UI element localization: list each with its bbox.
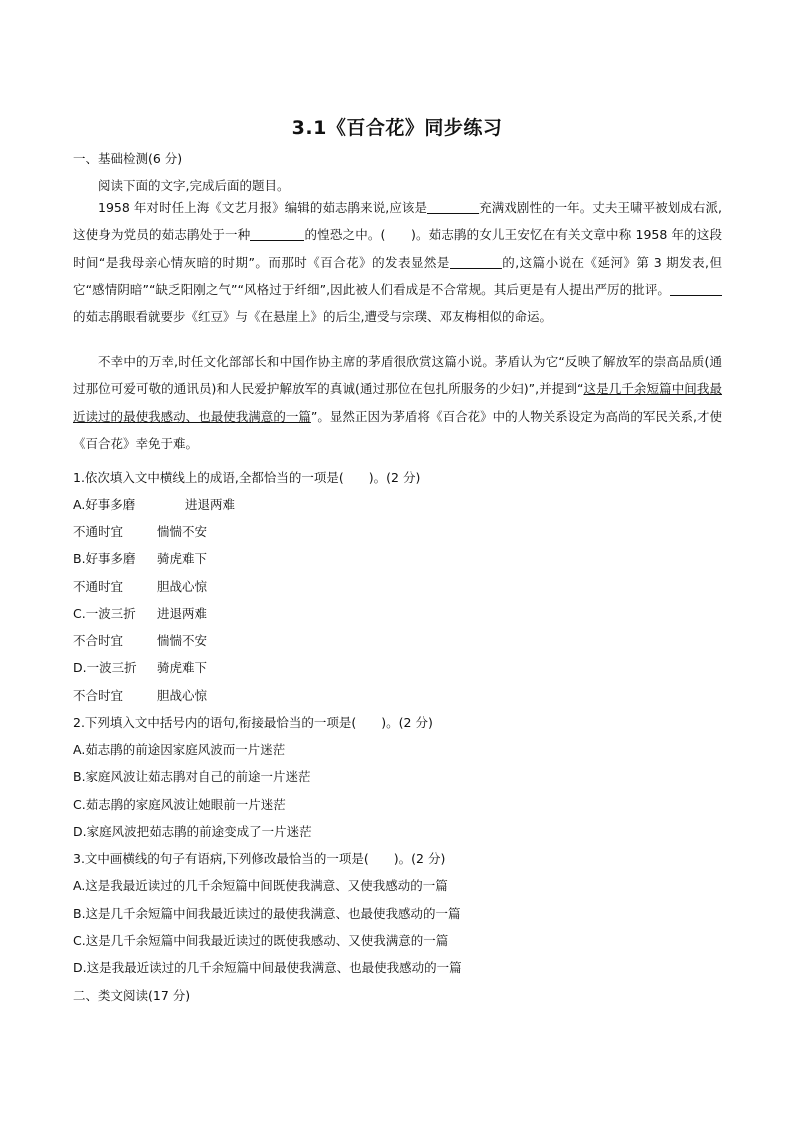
option-word: 不合时宜 — [73, 688, 124, 703]
option-word: D.一波三折 — [73, 660, 137, 675]
passage-paragraph-1 — [73, 194, 722, 330]
question-2-option-b: B.家庭风波让茹志鹃对自己的前途一片迷茫 — [73, 769, 311, 784]
option-word: A.好事多磨 — [73, 497, 136, 512]
question-1-option-a-line1 — [73, 497, 235, 513]
reading-instruction: 阅读下面的文字,完成后面的题目。 — [98, 178, 290, 193]
passage-text: 的茹志鹃眼看就要步《红豆》与《在悬崖上》的后尘,遭受与宗璞、邓友梅相似的命运。 — [73, 309, 552, 325]
question-1-option-a-line2 — [73, 524, 207, 540]
option-word: 惴惴不安 — [157, 524, 208, 539]
question-2-option-a: A.茹志鹃的前途因家庭风波而一片迷茫 — [73, 742, 286, 757]
question-1-option-d-line1 — [73, 660, 207, 676]
option-word: 不合时宜 — [73, 633, 124, 648]
question-1-option-c-line2 — [73, 633, 207, 649]
option-word: 骑虎难下 — [157, 660, 208, 675]
question-2-option-d: D.家庭风波把茹志鹃的前途变成了一片迷茫 — [73, 824, 312, 839]
option-word: 不通时宜 — [73, 524, 124, 539]
option-word: 惴惴不安 — [157, 633, 208, 648]
document-title: 3.1《百合花》同步练习 — [291, 117, 503, 139]
question-3-option-b: B.这是几千余短篇中间我最近读过的最使我满意、也最使我感动的一篇 — [73, 906, 461, 921]
option-word: 不通时宜 — [73, 579, 124, 594]
passage-text: 充满戏剧性的一年。丈夫王啸平被划成右派,这使身为党员的茹志鹃处于一种 — [73, 200, 722, 243]
fill-blank-4 — [670, 282, 722, 296]
passage-paragraph-2 — [73, 348, 722, 457]
question-1-option-c-line1 — [73, 606, 207, 622]
fill-blank-3 — [450, 255, 502, 269]
passage-text: 不幸中的万幸,时任文化部部长和中国作协主席的茅盾很欣赏这篇小说。茅盾认为它“反映了解放军的崇高品质(通过那位可爱可敬的通讯员)和人民爱护解放军的真诚(通过那位在包扎所服务的少妇)”,并提到“ — [73, 354, 722, 397]
section-heading-reading: 二、类文阅读(17 分) — [73, 988, 191, 1003]
question-3-stem: 3.文中画横线的句子有语病,下列修改最恰当的一项是( )。(2 分) — [73, 851, 446, 866]
question-1-stem: 1.依次填入文中横线上的成语,全都恰当的一项是( )。(2 分) — [73, 470, 421, 485]
passage-text: 1958 年对时任上海《文艺月报》编辑的茹志鹃来说,应该是 — [98, 200, 428, 215]
question-1-option-d-line2 — [73, 688, 207, 704]
option-word: C.一波三折 — [73, 606, 136, 621]
fill-blank-2 — [250, 227, 304, 241]
question-3-option-d: D.这是我最近读过的几千余短篇中间最使我满意、也最使我感动的一篇 — [73, 960, 462, 975]
passage-text: 的,这篇小说在《延河》第 3 期发表,但它“感情阴暗”“缺乏阳刚之气”“风格过于纤细”,因此被人们看成是不合常规。其后更是有人提出严厉的批评。 — [73, 254, 722, 297]
option-word: 进退两难 — [157, 606, 208, 621]
question-3-option-c: C.这是几千余短篇中间我最近读过的既使我感动、又使我满意的一篇 — [73, 933, 449, 948]
question-2-stem: 2.下列填入文中括号内的语句,衔接最恰当的一项是( )。(2 分) — [73, 715, 433, 730]
question-1-option-b-line2 — [73, 579, 207, 595]
passage-text: 的惶恐之中。( )。茹志鹃的女儿王安忆在有关文章中称 1958 年的这段时间“是我母亲心情灰暗的时期”。而那时《百合花》的发表显然是 — [73, 227, 722, 270]
question-2-option-c: C.茹志鹃的家庭风波让她眼前一片迷茫 — [73, 797, 286, 812]
option-word: 骑虎难下 — [157, 551, 208, 566]
question-3-option-a: A.这是我最近读过的几千余短篇中间既使我满意、又使我感动的一篇 — [73, 878, 448, 893]
underlined-sentence: 这是几千余短篇中间我最近读过的最使我感动、也最使我满意的一篇 — [73, 381, 722, 424]
option-word: 胆战心惊 — [157, 579, 208, 594]
question-1-option-b-line1 — [73, 551, 207, 567]
fill-blank-1 — [427, 200, 479, 214]
section-heading-basic: 一、基础检测(6 分) — [73, 151, 183, 166]
option-word: 胆战心惊 — [157, 688, 208, 703]
passage-text: ”。显然正因为茅盾将《百合花》中的人物关系设定为高尚的军民关系,才使《百合花》幸免于难。 — [73, 408, 722, 451]
option-word: 进退两难 — [185, 497, 236, 512]
option-word: B.好事多磨 — [73, 551, 136, 566]
